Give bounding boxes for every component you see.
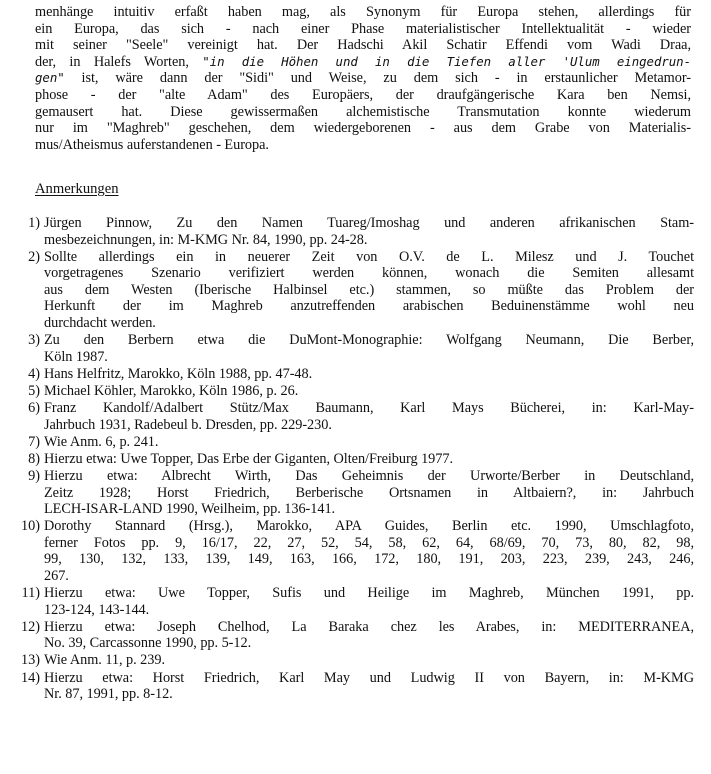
footnote-number: 11) [21,585,40,602]
footnote-line: Michael Köhler, Marokko, Köln 1986, p. 26. [44,382,299,399]
body-text: mus/Atheismus auferstandenen - Europa. [35,136,269,153]
footnote-line: Herkunft der im Maghreb anzutreffenden arabischen Beduinenstämme wohl neu [44,298,694,315]
footnote-line: ferner Fotos pp. 9, 16/17, 22, 27, 52, 54, 58, 62, 64, 68/69, 70, 73, 80, 82, 98, [44,534,694,551]
body-text: nur im "Maghreb" geschehen, dem wiedergeborenen - aus dem Grabe von Materialis- [35,120,691,137]
footnote-item [12,215,696,248]
footnote-number: 3) [28,332,40,349]
intro-paragraph [35,4,691,153]
footnote-number: 7) [28,433,40,450]
intro-line [35,104,691,121]
footnote-number: 2) [28,248,40,265]
notes-heading: Anmerkungen [35,181,119,197]
quote-text: gen" [35,70,65,86]
footnote-text [44,518,694,584]
body-text: ist, wäre dann der "Sidi" und Weise, zu dem sich - in erstaunlicher Metamor- [64,70,691,87]
body-text: der, in Halefs Worten, [35,53,203,70]
footnote-line: Wie Anm. 11, p. 239. [44,652,165,669]
body-text: menhänge intuitiv erfaßt haben mag, als Synonym für Europa stehen, allerdings für [35,4,691,20]
footnote-text [44,249,694,332]
footnote-line: Zu den Berbern etwa die DuMont-Monographie: Wolfgang Neumann, Die Berber, [44,332,694,349]
footnote-line: Dorothy Stannard (Hrsg.), Marokko, APA Guides, Berlin etc. 1990, Umschlagfoto, [44,518,694,535]
footnote-number: 9) [28,467,40,484]
footnote-text [44,400,694,433]
footnote-line: Jahrbuch 1931, Radebeul b. Dresden, pp. 229-230. [44,416,332,433]
intro-line [35,87,691,104]
footnote-item [12,670,696,703]
footnote-line: Hierzu etwa: Albrecht Wirth, Das Geheimnis der Urworte/Berber in Deutschland, [44,467,694,484]
footnote-item [12,400,696,433]
footnote-text [44,652,694,669]
intro-line [35,4,691,21]
footnote-line: mesbezeichnungen, in: M-KMG Nr. 84, 1990, pp. 24-28. [44,231,368,248]
footnote-number: 5) [28,382,40,399]
footnote-number: 8) [28,450,40,467]
footnote-line: LECH-ISAR-LAND 1990, Weilheim, pp. 136-141. [44,501,336,518]
footnote-item [12,332,696,365]
footnote-text [44,434,694,451]
footnote-item [12,366,696,383]
footnote-item [12,468,696,518]
footnote-line: aus dem Westen (Iberische Halbinsel etc.) stammen, so müßte das Problem der [44,281,694,298]
footnote-number: 14) [20,669,40,686]
footnote-text [44,468,694,518]
intro-line [35,137,691,154]
intro-line [35,54,691,71]
footnote-text [44,619,694,652]
footnote-text [44,383,694,400]
footnote-number: 10) [20,518,40,535]
footnote-text [44,670,694,703]
footnote-item [12,652,696,669]
footnote-line: vorgetragenes Szenario verifiziert werden können, wonach die Semiten allesamt [44,265,694,282]
footnote-item [12,619,696,652]
footnote-line: Hans Helfritz, Marokko, Köln 1988, pp. 47-48. [44,365,313,382]
intro-line [35,70,691,87]
footnote-line: Sollte allerdings ein in neuerer Zeit von O.V. de L. Milesz und J. Touchet [44,248,694,265]
footnote-number: 4) [28,365,40,382]
intro-line [35,21,691,38]
footnote-text [44,585,694,618]
footnote-line: No. 39, Carcassonne 1990, pp. 5-12. [44,635,252,652]
footnote-line: Franz Kandolf/Adalbert Stütz/Max Baumann, Karl Mays Bücherei, in: Karl-May- [44,400,694,417]
footnote-number: 12) [20,618,40,635]
body-text: ein Europa, das sich - nach einer Phase materialistischer Intellektualität - wieder [35,20,691,37]
footnote-line: Hierzu etwa: Horst Friedrich, Karl May und Ludwig II von Bayern, in: M-KMG [44,669,694,686]
footnote-item [12,585,696,618]
footnote-number: 6) [28,400,40,417]
footnotes-list [12,215,696,703]
footnote-line: Hierzu etwa: Uwe Topper, Sufis und Heilige im Maghreb, München 1991, pp. [44,585,694,602]
footnote-line: durchdacht werden. [44,315,156,332]
body-text: gemausert hat. Diese gewissermaßen alchemistische Transmutation konnte wiederum [35,103,691,120]
footnote-item [12,451,696,468]
footnote-line: Jürgen Pinnow, Zu den Namen Tuareg/Imoshag und anderen afrikanischen Stam- [44,215,694,231]
footnote-line: 267. [44,567,69,584]
body-text: phose - der "alte Adam" des Europäers, der draufgängerische Kara ben Nemsi, [35,86,691,103]
footnote-line: Zeitz 1928; Horst Friedrich, Berberische Ortsnamen in Altbaiern?, in: Jahrbuch [44,484,694,501]
footnote-line: Nr. 87, 1991, pp. 8-12. [44,686,173,703]
footnote-item [12,518,696,584]
footnote-line: Wie Anm. 6, p. 241. [44,433,159,450]
footnote-line: 99, 130, 132, 133, 139, 149, 163, 166, 172, 180, 191, 203, 223, 239, 243, 246, [44,551,694,568]
footnote-text [44,451,694,468]
body-text: mit seiner "Seele" vereinigt hat. Der Hadschi Akil Schatir Effendi vom Wadi Draa, [35,37,691,54]
footnote-item [12,434,696,451]
quote-text: "in die Höhen und in die Tiefen aller 'Ulum eingedrun- [202,53,691,69]
footnote-text [44,215,694,248]
footnote-number: 13) [20,652,40,669]
footnote-line: Köln 1987. [44,348,108,365]
footnote-text [44,366,694,383]
footnote-item [12,383,696,400]
footnote-text [44,332,694,365]
footnote-line: Hierzu etwa: Uwe Topper, Das Erbe der Giganten, Olten/Freiburg 1977. [44,450,453,467]
footnote-number: 1) [28,215,40,231]
intro-line [35,120,691,137]
footnote-line: 123-124, 143-144. [44,601,150,618]
footnote-line: Hierzu etwa: Joseph Chelhod, La Baraka chez les Arabes, in: MEDITERRANEA, [44,618,694,635]
footnote-item [12,249,696,332]
intro-line [35,37,691,54]
